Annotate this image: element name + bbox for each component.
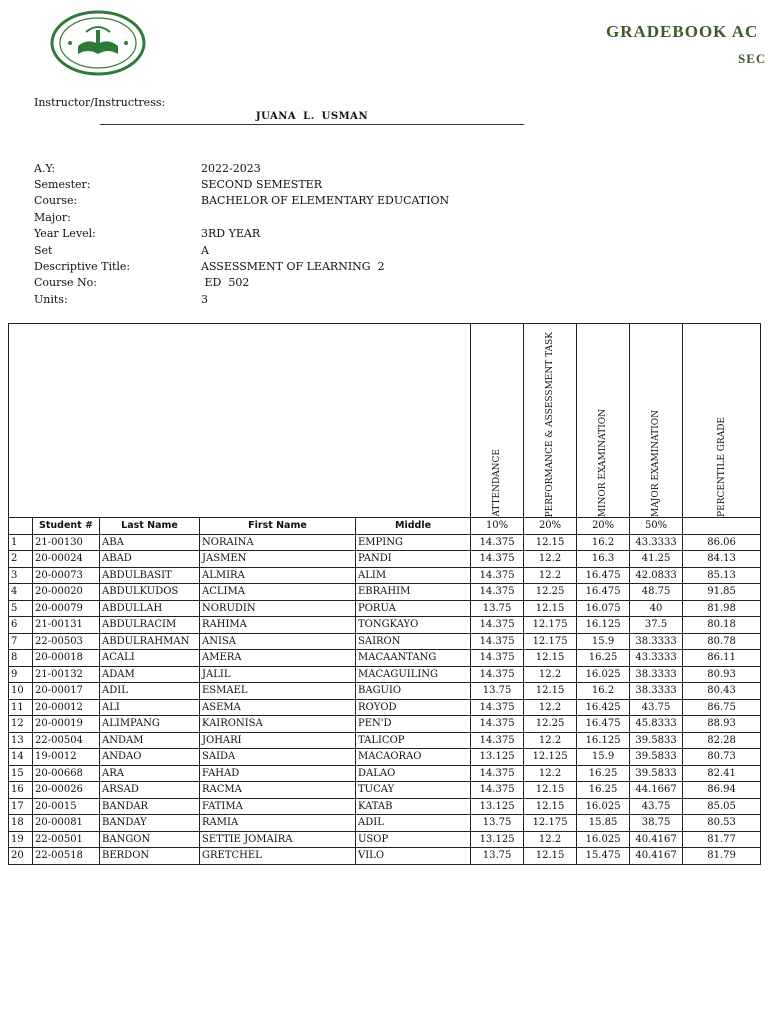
attendance-cell: 14.375 xyxy=(471,765,524,782)
major-exam-cell: 37.5 xyxy=(630,617,683,634)
col-grade xyxy=(683,518,761,535)
last-name-cell: BANDAY xyxy=(100,815,200,832)
info-value: A xyxy=(201,244,209,257)
row-number-cell: 16 xyxy=(9,782,33,799)
minor-exam-cell: 16.125 xyxy=(577,732,630,749)
table-row xyxy=(9,749,761,766)
first-name-cell: ALMIRA xyxy=(200,567,356,584)
first-name-cell: SAIDA xyxy=(200,749,356,766)
first-name-cell: RAMIA xyxy=(200,815,356,832)
attendance-cell: 14.375 xyxy=(471,534,524,551)
school-seal-icon xyxy=(50,10,146,76)
performance-task-cell: 12.15 xyxy=(524,650,577,667)
last-name-cell: BANDAR xyxy=(100,798,200,815)
percentile-grade-cell: 80.18 xyxy=(683,617,761,634)
student-number-cell: 20-00079 xyxy=(33,600,100,617)
row-number-cell: 1 xyxy=(9,534,33,551)
info-value: ASSESSMENT OF LEARNING 2 xyxy=(201,260,385,273)
vertical-header-row xyxy=(9,324,761,518)
attendance-cell: 14.375 xyxy=(471,567,524,584)
performance-header: PERFORMANCE & ASSESSMENT TASK xyxy=(524,324,577,518)
major-exam-cell: 41.25 xyxy=(630,551,683,568)
middle-name-cell: BAGUIO xyxy=(356,683,471,700)
major-exam-cell: 40.4167 xyxy=(630,848,683,865)
student-number-cell: 20-00019 xyxy=(33,716,100,733)
column-header-row xyxy=(9,518,761,535)
minor-exam-header: MINOR EXAMINATION xyxy=(577,324,630,518)
student-number-cell: 21-00130 xyxy=(33,534,100,551)
middle-name-cell: PANDI xyxy=(356,551,471,568)
performance-task-cell: 12.15 xyxy=(524,600,577,617)
major-exam-cell: 43.75 xyxy=(630,699,683,716)
percentile-grade-cell: 81.79 xyxy=(683,848,761,865)
first-name-cell: RACMA xyxy=(200,782,356,799)
attendance-cell: 14.375 xyxy=(471,666,524,683)
minor-exam-cell: 16.475 xyxy=(577,567,630,584)
table-row xyxy=(9,567,761,584)
student-number-cell: 19-0012 xyxy=(33,749,100,766)
minor-exam-cell: 16.475 xyxy=(577,716,630,733)
row-number-cell: 4 xyxy=(9,584,33,601)
table-row xyxy=(9,765,761,782)
col-student-number: Student # xyxy=(33,518,100,535)
minor-exam-cell: 16.25 xyxy=(577,765,630,782)
row-number-cell: 9 xyxy=(9,666,33,683)
student-number-cell: 22-00501 xyxy=(33,831,100,848)
last-name-cell: ALI xyxy=(100,699,200,716)
col-first-name: First Name xyxy=(200,518,356,535)
percentile-grade-cell: 80.78 xyxy=(683,633,761,650)
last-name-cell: ADAM xyxy=(100,666,200,683)
major-exam-cell: 40 xyxy=(630,600,683,617)
info-label: Course: xyxy=(34,194,78,207)
middle-name-cell: PEN'D xyxy=(356,716,471,733)
percentile-grade-cell: 85.13 xyxy=(683,567,761,584)
percentile-grade-cell: 80.93 xyxy=(683,666,761,683)
student-number-cell: 20-00081 xyxy=(33,815,100,832)
percentile-grade-cell: 86.11 xyxy=(683,650,761,667)
info-label: A.Y: xyxy=(34,162,56,175)
row-number-cell: 11 xyxy=(9,699,33,716)
middle-name-cell: TONGKAYO xyxy=(356,617,471,634)
student-number-cell: 21-00131 xyxy=(33,617,100,634)
minor-exam-cell: 16.2 xyxy=(577,683,630,700)
table-row xyxy=(9,831,761,848)
table-row xyxy=(9,666,761,683)
first-name-cell: ANISA xyxy=(200,633,356,650)
table-row xyxy=(9,600,761,617)
attendance-cell: 14.375 xyxy=(471,584,524,601)
last-name-cell: BANGON xyxy=(100,831,200,848)
performance-task-cell: 12.2 xyxy=(524,765,577,782)
percentile-grade-cell: 85.05 xyxy=(683,798,761,815)
major-exam-cell: 42.0833 xyxy=(630,567,683,584)
student-number-cell: 20-00073 xyxy=(33,567,100,584)
row-number-cell: 15 xyxy=(9,765,33,782)
row-number-cell: 14 xyxy=(9,749,33,766)
major-exam-cell: 48.75 xyxy=(630,584,683,601)
info-label: Descriptive Title: xyxy=(34,260,131,273)
performance-task-cell: 12.2 xyxy=(524,551,577,568)
minor-exam-cell: 16.125 xyxy=(577,617,630,634)
table-row xyxy=(9,534,761,551)
table-row xyxy=(9,848,761,865)
attendance-cell: 14.375 xyxy=(471,617,524,634)
info-value: 2022-2023 xyxy=(201,162,261,175)
middle-name-cell: ADIL xyxy=(356,815,471,832)
student-number-cell: 22-00518 xyxy=(33,848,100,865)
info-label: Course No: xyxy=(34,276,97,289)
attendance-cell: 14.375 xyxy=(471,732,524,749)
row-number-cell: 13 xyxy=(9,732,33,749)
last-name-cell: ABDULRACIM xyxy=(100,617,200,634)
percentile-grade-cell: 86.75 xyxy=(683,699,761,716)
percentile-grade-cell: 84.13 xyxy=(683,551,761,568)
performance-task-cell: 12.2 xyxy=(524,699,577,716)
middle-name-cell: MACAORAO xyxy=(356,749,471,766)
last-name-cell: ABA xyxy=(100,534,200,551)
percentile-grade-cell: 80.53 xyxy=(683,815,761,832)
major-exam-cell: 43.3333 xyxy=(630,650,683,667)
info-value: 3 xyxy=(201,293,208,306)
student-number-cell: 22-00503 xyxy=(33,633,100,650)
middle-name-cell: USOP xyxy=(356,831,471,848)
row-number-cell: 19 xyxy=(9,831,33,848)
first-name-cell: ACLIMA xyxy=(200,584,356,601)
performance-task-cell: 12.175 xyxy=(524,633,577,650)
instructor-label: Instructor/Instructress: xyxy=(34,96,166,109)
last-name-cell: ALIMPANG xyxy=(100,716,200,733)
gradebook-title: GRADEBOOK AC xyxy=(606,22,759,41)
last-name-cell: BERDON xyxy=(100,848,200,865)
student-number-cell: 20-00668 xyxy=(33,765,100,782)
performance-task-cell: 12.175 xyxy=(524,815,577,832)
last-name-cell: ANDAO xyxy=(100,749,200,766)
info-label: Year Level: xyxy=(34,227,96,240)
major-exam-cell: 38.3333 xyxy=(630,666,683,683)
first-name-cell: JALIL xyxy=(200,666,356,683)
student-number-cell: 20-00017 xyxy=(33,683,100,700)
performance-task-cell: 12.175 xyxy=(524,617,577,634)
student-number-cell: 20-00012 xyxy=(33,699,100,716)
performance-task-cell: 12.15 xyxy=(524,798,577,815)
table-row xyxy=(9,551,761,568)
student-number-cell: 21-00132 xyxy=(33,666,100,683)
minor-exam-cell: 16.3 xyxy=(577,551,630,568)
col-index xyxy=(9,518,33,535)
middle-name-cell: TALICOP xyxy=(356,732,471,749)
info-value: 3RD YEAR xyxy=(201,227,261,240)
major-exam-cell: 39.5833 xyxy=(630,765,683,782)
percentile-grade-header: PERCENTILE GRADE xyxy=(683,324,761,518)
major-exam-cell: 43.3333 xyxy=(630,534,683,551)
percentile-grade-cell: 86.06 xyxy=(683,534,761,551)
attendance-cell: 14.375 xyxy=(471,551,524,568)
grade-table xyxy=(8,323,761,865)
major-exam-header: MAJOR EXAMINATION xyxy=(630,324,683,518)
performance-task-cell: 12.25 xyxy=(524,716,577,733)
attendance-cell: 13.125 xyxy=(471,831,524,848)
info-value: BACHELOR OF ELEMENTARY EDUCATION xyxy=(201,194,450,207)
minor-exam-cell: 16.025 xyxy=(577,798,630,815)
last-name-cell: ARSAD xyxy=(100,782,200,799)
percentile-grade-cell: 81.77 xyxy=(683,831,761,848)
student-number-cell: 20-00018 xyxy=(33,650,100,667)
first-name-cell: NORAINA xyxy=(200,534,356,551)
student-number-cell: 20-00020 xyxy=(33,584,100,601)
major-exam-cell: 39.5833 xyxy=(630,732,683,749)
major-exam-cell: 44.1667 xyxy=(630,782,683,799)
last-name-cell: ARA xyxy=(100,765,200,782)
first-name-cell: ESMAEL xyxy=(200,683,356,700)
first-name-cell: SETTIE JOMAIRA xyxy=(200,831,356,848)
major-exam-cell: 40.4167 xyxy=(630,831,683,848)
row-number-cell: 17 xyxy=(9,798,33,815)
minor-exam-cell: 16.475 xyxy=(577,584,630,601)
middle-name-cell: ALIM xyxy=(356,567,471,584)
performance-task-cell: 12.2 xyxy=(524,831,577,848)
first-name-cell: FAHAD xyxy=(200,765,356,782)
table-row xyxy=(9,683,761,700)
major-exam-cell: 38.75 xyxy=(630,815,683,832)
performance-task-cell: 12.125 xyxy=(524,749,577,766)
minor-exam-cell: 16.25 xyxy=(577,650,630,667)
percentile-grade-cell: 88.93 xyxy=(683,716,761,733)
last-name-cell: ABDULRAHMAN xyxy=(100,633,200,650)
middle-name-cell: TUCAY xyxy=(356,782,471,799)
first-name-cell: JASMEN xyxy=(200,551,356,568)
percentile-grade-cell: 91.85 xyxy=(683,584,761,601)
info-label: Set xyxy=(34,244,53,257)
attendance-cell: 13.75 xyxy=(471,848,524,865)
minor-exam-cell: 16.425 xyxy=(577,699,630,716)
minor-exam-cell: 15.475 xyxy=(577,848,630,865)
last-name-cell: ABDULLAH xyxy=(100,600,200,617)
last-name-cell: ACALI xyxy=(100,650,200,667)
percentile-grade-cell: 82.28 xyxy=(683,732,761,749)
minor-exam-cell: 16.2 xyxy=(577,534,630,551)
last-name-cell: ABAD xyxy=(100,551,200,568)
info-label: Major: xyxy=(34,211,71,224)
last-name-cell: ADIL xyxy=(100,683,200,700)
table-row xyxy=(9,699,761,716)
attendance-cell: 14.375 xyxy=(471,699,524,716)
middle-name-cell: EMPING xyxy=(356,534,471,551)
middle-name-cell: VILO xyxy=(356,848,471,865)
minor-exam-cell: 16.025 xyxy=(577,831,630,848)
middle-name-cell: PORUA xyxy=(356,600,471,617)
row-number-cell: 8 xyxy=(9,650,33,667)
first-name-cell: AMERA xyxy=(200,650,356,667)
middle-name-cell: EBRAHIM xyxy=(356,584,471,601)
first-name-cell: ASEMA xyxy=(200,699,356,716)
info-label: Semester: xyxy=(34,178,91,191)
attendance-cell: 14.375 xyxy=(471,633,524,650)
last-name-cell: ANDAM xyxy=(100,732,200,749)
first-name-cell: KAIRONISA xyxy=(200,716,356,733)
col-major-weight: 50% xyxy=(630,518,683,535)
middle-name-cell: KATAB xyxy=(356,798,471,815)
row-number-cell: 10 xyxy=(9,683,33,700)
info-value: ED 502 xyxy=(201,276,250,289)
performance-task-cell: 12.25 xyxy=(524,584,577,601)
instructor-name: JUANA L. USMAN xyxy=(100,111,524,125)
first-name-cell: JOHARI xyxy=(200,732,356,749)
row-number-cell: 3 xyxy=(9,567,33,584)
middle-name-cell: DALAO xyxy=(356,765,471,782)
attendance-header: ATTENDANCE xyxy=(471,324,524,518)
percentile-grade-cell: 86.94 xyxy=(683,782,761,799)
major-exam-cell: 43.75 xyxy=(630,798,683,815)
info-value: SECOND SEMESTER xyxy=(201,178,322,191)
header-blank xyxy=(9,324,471,518)
attendance-cell: 14.375 xyxy=(471,782,524,799)
middle-name-cell: MACAGUILING xyxy=(356,666,471,683)
student-number-cell: 20-00024 xyxy=(33,551,100,568)
student-number-cell: 20-00026 xyxy=(33,782,100,799)
table-row xyxy=(9,617,761,634)
attendance-cell: 13.125 xyxy=(471,749,524,766)
attendance-cell: 13.75 xyxy=(471,600,524,617)
attendance-cell: 14.375 xyxy=(471,650,524,667)
row-number-cell: 7 xyxy=(9,633,33,650)
minor-exam-cell: 16.075 xyxy=(577,600,630,617)
performance-task-cell: 12.15 xyxy=(524,534,577,551)
gradebook-subtitle: SEC xyxy=(738,51,767,66)
col-last-name: Last Name xyxy=(100,518,200,535)
table-row xyxy=(9,650,761,667)
info-label: Units: xyxy=(34,293,68,306)
percentile-grade-cell: 80.73 xyxy=(683,749,761,766)
percentile-grade-cell: 81.98 xyxy=(683,600,761,617)
first-name-cell: GRETCHEL xyxy=(200,848,356,865)
table-row xyxy=(9,716,761,733)
major-exam-cell: 45.8333 xyxy=(630,716,683,733)
row-number-cell: 18 xyxy=(9,815,33,832)
student-number-cell: 20-0015 xyxy=(33,798,100,815)
performance-task-cell: 12.15 xyxy=(524,848,577,865)
performance-task-cell: 12.2 xyxy=(524,666,577,683)
performance-task-cell: 12.15 xyxy=(524,683,577,700)
last-name-cell: ABDULBASIT xyxy=(100,567,200,584)
attendance-cell: 13.75 xyxy=(471,683,524,700)
performance-task-cell: 12.2 xyxy=(524,732,577,749)
minor-exam-cell: 15.9 xyxy=(577,749,630,766)
table-row xyxy=(9,815,761,832)
first-name-cell: RAHIMA xyxy=(200,617,356,634)
major-exam-cell: 39.5833 xyxy=(630,749,683,766)
minor-exam-cell: 16.25 xyxy=(577,782,630,799)
table-row xyxy=(9,732,761,749)
col-performance-weight: 20% xyxy=(524,518,577,535)
row-number-cell: 20 xyxy=(9,848,33,865)
row-number-cell: 5 xyxy=(9,600,33,617)
middle-name-cell: MACAANTANG xyxy=(356,650,471,667)
percentile-grade-cell: 82.41 xyxy=(683,765,761,782)
table-row xyxy=(9,584,761,601)
attendance-cell: 13.75 xyxy=(471,815,524,832)
minor-exam-cell: 16.025 xyxy=(577,666,630,683)
performance-task-cell: 12.15 xyxy=(524,782,577,799)
col-minor-weight: 20% xyxy=(577,518,630,535)
first-name-cell: FATIMA xyxy=(200,798,356,815)
table-row xyxy=(9,633,761,650)
row-number-cell: 2 xyxy=(9,551,33,568)
attendance-cell: 14.375 xyxy=(471,716,524,733)
middle-name-cell: ROYOD xyxy=(356,699,471,716)
major-exam-cell: 38.3333 xyxy=(630,633,683,650)
student-number-cell: 22-00504 xyxy=(33,732,100,749)
minor-exam-cell: 15.85 xyxy=(577,815,630,832)
col-middle: Middle xyxy=(356,518,471,535)
attendance-cell: 13.125 xyxy=(471,798,524,815)
row-number-cell: 6 xyxy=(9,617,33,634)
percentile-grade-cell: 80.43 xyxy=(683,683,761,700)
minor-exam-cell: 15.9 xyxy=(577,633,630,650)
first-name-cell: NORUDIN xyxy=(200,600,356,617)
row-number-cell: 12 xyxy=(9,716,33,733)
major-exam-cell: 38.3333 xyxy=(630,683,683,700)
last-name-cell: ABDULKUDOS xyxy=(100,584,200,601)
col-attendance-weight: 10% xyxy=(471,518,524,535)
table-row xyxy=(9,798,761,815)
table-row xyxy=(9,782,761,799)
middle-name-cell: SAIRON xyxy=(356,633,471,650)
performance-task-cell: 12.2 xyxy=(524,567,577,584)
